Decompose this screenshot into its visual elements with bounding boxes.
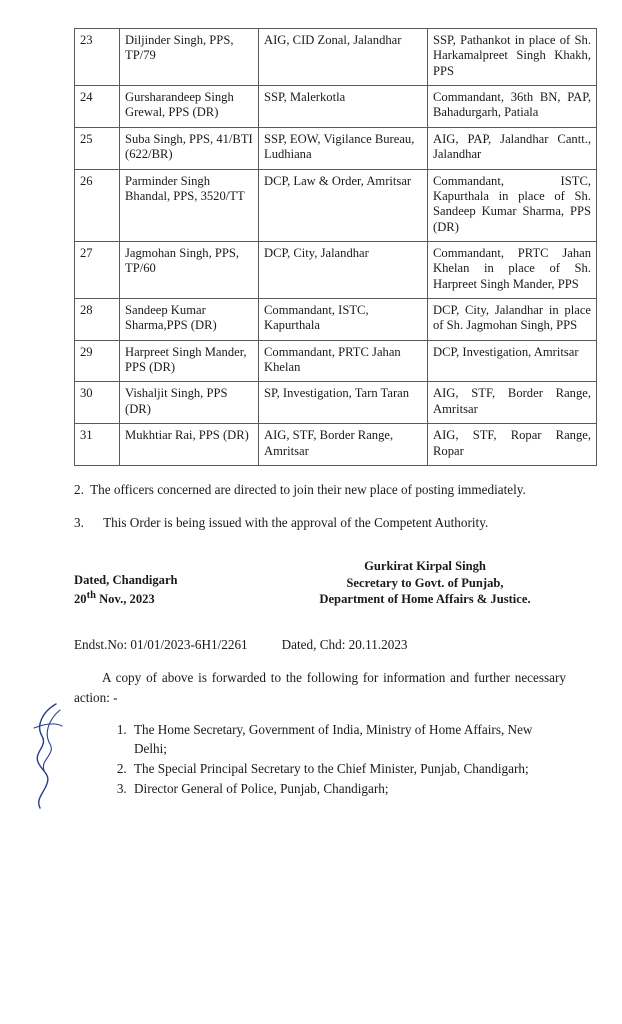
- endorsement-line: [74, 635, 566, 654]
- cell-present-posting: AIG, STF, Border Range, Amritsar: [259, 424, 428, 466]
- table-row: [75, 299, 597, 341]
- table-row: [75, 382, 597, 424]
- clause-3-number: 3.: [74, 515, 84, 531]
- signature-block: [74, 558, 566, 607]
- cell-present-posting: DCP, Law & Order, Amritsar: [259, 169, 428, 241]
- cell-sno: 27: [75, 241, 120, 298]
- cell-sno: 31: [75, 424, 120, 466]
- cell-present-posting: Commandant, PRTC Jahan Khelan: [259, 340, 428, 382]
- cell-officer-name: Parminder Singh Bhandal, PPS, 3520/TT: [120, 169, 259, 241]
- cell-sno: 25: [75, 127, 120, 169]
- cell-sno: 24: [75, 86, 120, 128]
- date-ordinal: th: [86, 589, 96, 601]
- list-item: 2. The Special Principal Secretary to the Chief Minister, Punjab, Chandigarh;: [130, 759, 566, 778]
- endorsement-date: Dated, Chd: 20.11.2023: [281, 637, 408, 653]
- cell-new-posting: AIG, PAP, Jalandhar Cantt., Jalandhar: [428, 127, 597, 169]
- cell-new-posting: Commandant, ISTC, Kapurthala in place of Sh. Sandeep Kumar Sharma, PPS (DR): [428, 169, 597, 241]
- cell-officer-name: Jagmohan Singh, PPS, TP/60: [120, 241, 259, 298]
- signatory-department: Department of Home Affairs & Justice.: [319, 591, 531, 606]
- cell-new-posting: DCP, Investigation, Amritsar: [428, 340, 597, 382]
- cell-officer-name: Sandeep Kumar Sharma,PPS (DR): [120, 299, 259, 341]
- clause-2: [74, 480, 566, 499]
- date-place-block: [74, 558, 284, 607]
- endorsement-number: Endst.No: 01/01/2023-6H1/2261: [74, 637, 248, 653]
- cell-officer-name: Vishaljit Singh, PPS (DR): [120, 382, 259, 424]
- cell-new-posting: AIG, STF, Border Range, Amritsar: [428, 382, 597, 424]
- cell-officer-name: Suba Singh, PPS, 41/BTI (622/BR): [120, 127, 259, 169]
- list-item: 1. The Home Secretary, Government of India, Ministry of Home Affairs, New Delhi;: [130, 720, 566, 758]
- table-row: [75, 340, 597, 382]
- signatory-name: Gurkirat Kirpal Singh: [364, 559, 486, 574]
- cell-new-posting: SSP, Pathankot in place of Sh. Harkamalpreet Singh Khakh, PPS: [428, 29, 597, 86]
- cell-present-posting: SSP, EOW, Vigilance Bureau, Ludhiana: [259, 127, 428, 169]
- cell-present-posting: Commandant, ISTC, Kapurthala: [259, 299, 428, 341]
- signatory-block: [284, 558, 566, 607]
- cell-present-posting: SSP, Malerkotla: [259, 86, 428, 128]
- table-body: [75, 29, 597, 466]
- officers-transfer-table: [74, 28, 597, 466]
- cell-officer-name: Mukhtiar Rai, PPS (DR): [120, 424, 259, 466]
- table-row: [75, 29, 597, 86]
- handwritten-signature: [26, 700, 66, 810]
- cell-new-posting: AIG, STF, Ropar Range, Ropar: [428, 424, 597, 466]
- table-row: [75, 127, 597, 169]
- cell-new-posting: DCP, City, Jalandhar in place of Sh. Jagmohan Singh, PPS: [428, 299, 597, 341]
- cell-officer-name: Diljinder Singh, PPS, TP/79: [120, 29, 259, 86]
- cell-new-posting: Commandant, 36th BN, PAP, Bahadurgarh, Patiala: [428, 86, 597, 128]
- table-row: [75, 241, 597, 298]
- cell-sno: 23: [75, 29, 120, 86]
- signatory-title: Secretary to Govt. of Punjab,: [346, 575, 504, 590]
- list-item: 3. Director General of Police, Punjab, Chandigarh;: [130, 779, 566, 798]
- cell-sno: 28: [75, 299, 120, 341]
- table-row: [75, 424, 597, 466]
- dated-date: [74, 589, 284, 608]
- cell-new-posting: Commandant, PRTC Jahan Khelan in place of Sh. Harpreet Singh Mander, PPS: [428, 241, 597, 298]
- table-row: [75, 169, 597, 241]
- cell-present-posting: SP, Investigation, Tarn Taran: [259, 382, 428, 424]
- date-day: 20: [74, 591, 87, 606]
- recipients-list: [74, 720, 566, 799]
- dated-chandigarh: Dated, Chandigarh: [74, 573, 178, 588]
- cell-officer-name: Harpreet Singh Mander, PPS (DR): [120, 340, 259, 382]
- cell-sno: 26: [75, 169, 120, 241]
- clause-3: [74, 513, 566, 532]
- copy-forwarded-text: A copy of above is forwarded to the following for information and further necessary action: -: [74, 670, 566, 705]
- cell-present-posting: DCP, City, Jalandhar: [259, 241, 428, 298]
- cell-officer-name: Gursharandeep Singh Grewal, PPS (DR): [120, 86, 259, 128]
- clause-2-text: The officers concerned are directed to join their new place of posting immediately.: [90, 481, 526, 497]
- date-month-year: Nov., 2023: [95, 591, 155, 606]
- clause-2-number: 2.: [74, 481, 84, 497]
- table-row: [75, 86, 597, 128]
- cell-sno: 30: [75, 382, 120, 424]
- clause-3-text: This Order is being issued with the approval of the Competent Authority.: [103, 515, 489, 531]
- cell-sno: 29: [75, 340, 120, 382]
- cell-present-posting: AIG, CID Zonal, Jalandhar: [259, 29, 428, 86]
